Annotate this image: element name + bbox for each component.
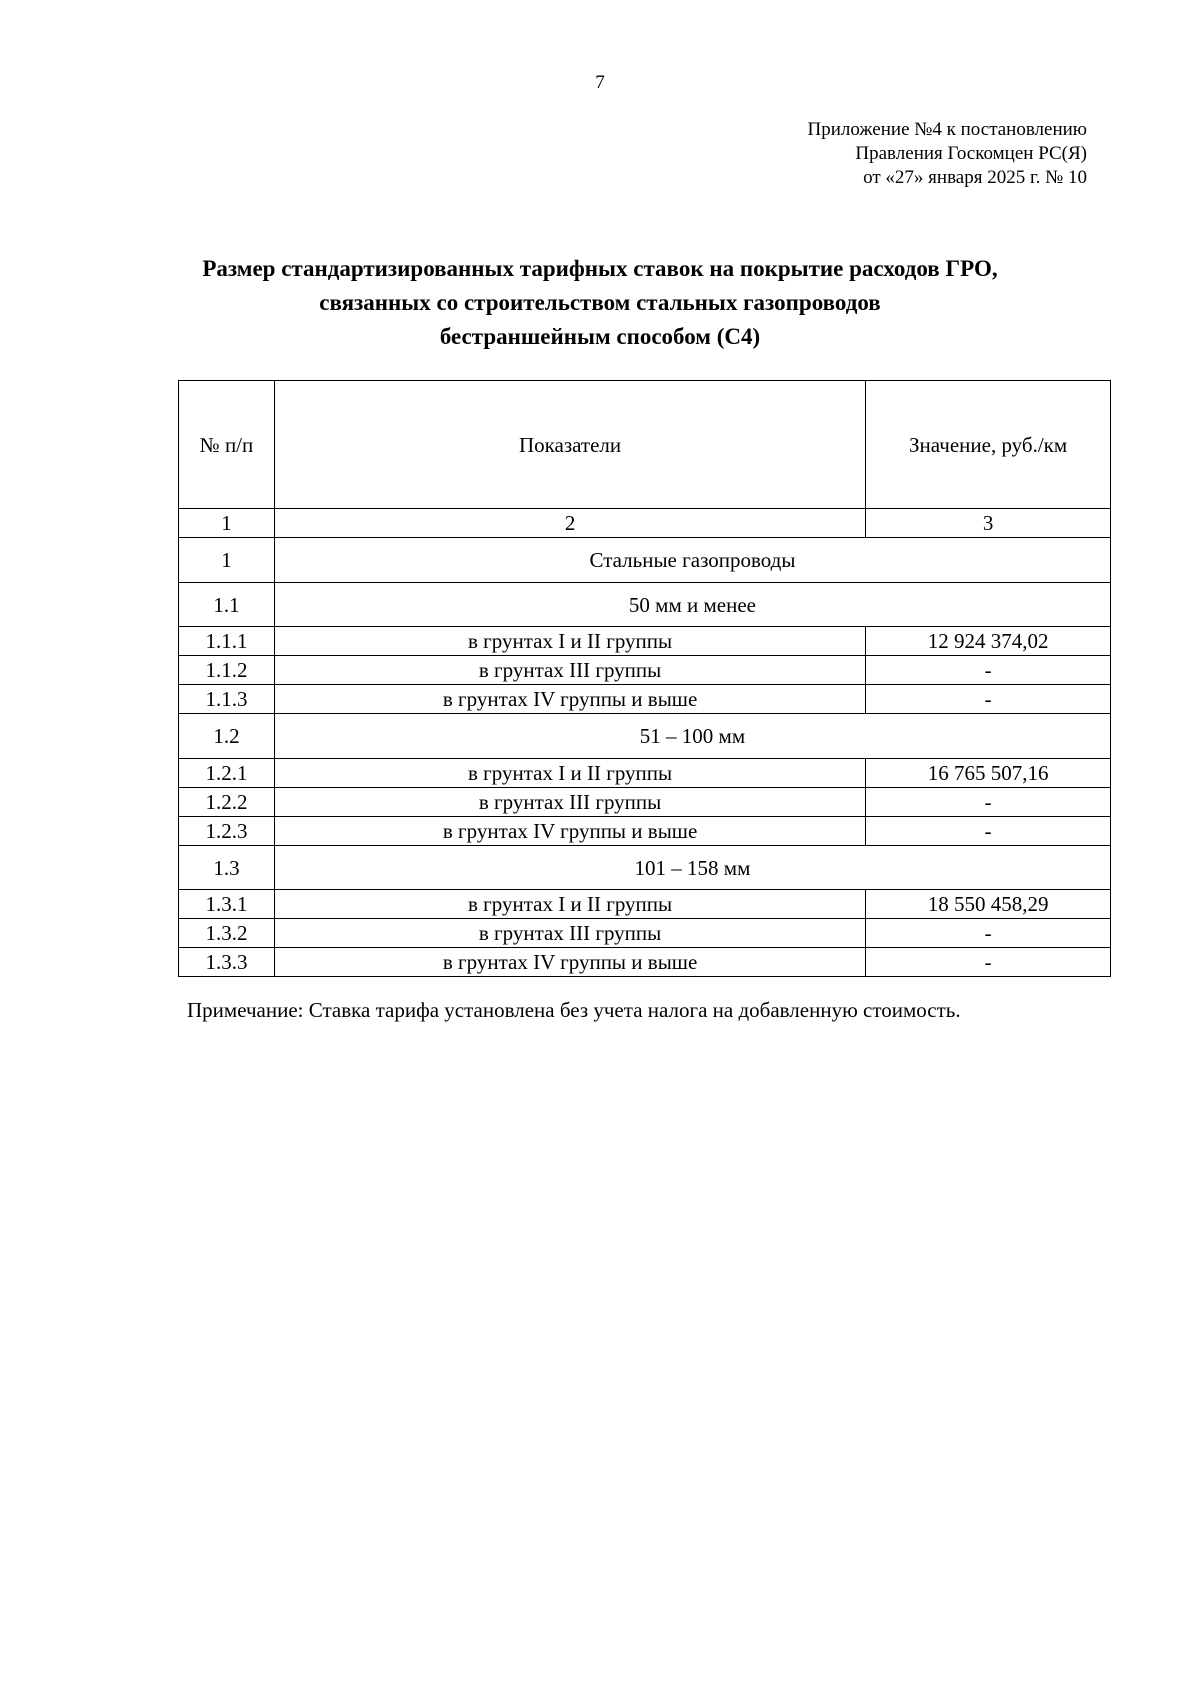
appendix-reference [808, 118, 1087, 190]
row-num: 1.2.2 [179, 788, 275, 817]
row-num: 1.1.2 [179, 656, 275, 685]
row-num: 1.2.3 [179, 817, 275, 846]
appendix-line: Приложение №4 к постановлению [807, 119, 1087, 140]
group-num: 1.2 [179, 714, 275, 759]
row-value: - [866, 817, 1111, 846]
row-name: в грунтах III группы [274, 656, 865, 685]
table-row [179, 890, 1111, 919]
group-name: 51 – 100 мм [274, 714, 1110, 759]
group-row [179, 583, 1111, 627]
row-value: 12 924 374,02 [866, 627, 1111, 656]
row-value: - [866, 919, 1111, 948]
row-num: 1.3.1 [179, 890, 275, 919]
table-row [179, 759, 1111, 788]
column-number: 2 [274, 509, 865, 538]
group-row [179, 846, 1111, 890]
row-value: - [866, 788, 1111, 817]
row-num: 1.2.1 [179, 759, 275, 788]
row-name: в грунтах IV группы и выше [274, 817, 865, 846]
group-name: 101 – 158 мм [274, 846, 1110, 890]
table-header-row [179, 381, 1111, 509]
row-name: в грунтах I и II группы [274, 627, 865, 656]
row-name: в грунтах III группы [274, 919, 865, 948]
table-row [179, 627, 1111, 656]
table-row [179, 656, 1111, 685]
column-number: 3 [866, 509, 1111, 538]
page-number: 7 [595, 72, 605, 93]
row-num: 1.3.3 [179, 948, 275, 977]
column-number-row [179, 509, 1111, 538]
row-name: в грунтах III группы [274, 788, 865, 817]
title-line: связанных со строительством стальных газопроводов [319, 290, 881, 315]
tariff-table [178, 380, 1111, 977]
table-row [179, 685, 1111, 714]
group-name: 50 мм и менее [274, 583, 1110, 627]
header-value: Значение, руб./км [866, 381, 1111, 509]
row-name: в грунтах I и II группы [274, 759, 865, 788]
table-row [179, 788, 1111, 817]
group-num: 1.3 [179, 846, 275, 890]
row-value: 18 550 458,29 [866, 890, 1111, 919]
row-name: в грунтах IV группы и выше [274, 685, 865, 714]
appendix-line: Правления Госкомцен РС(Я) [855, 143, 1087, 164]
row-num: 1.1.1 [179, 627, 275, 656]
row-value: - [866, 685, 1111, 714]
title-line: бестраншейным способом (С4) [439, 324, 761, 349]
group-num: 1.1 [179, 583, 275, 627]
row-num: 1.1.3 [179, 685, 275, 714]
group-row [179, 714, 1111, 759]
header-name: Показатели [274, 381, 865, 509]
row-num: 1.3.2 [179, 919, 275, 948]
document-title [0, 252, 1200, 354]
row-value: - [866, 656, 1111, 685]
title-line: Размер стандартизированных тарифных ставок на покрытие расходов ГРО, [202, 256, 998, 281]
table-note: Примечание: Ставка тарифа установлена без учета налога на добавленную стоимость. [187, 998, 961, 1022]
section-row [179, 538, 1111, 583]
header-num: № п/п [179, 381, 275, 509]
section-num: 1 [179, 538, 275, 583]
table-row [179, 948, 1111, 977]
row-name: в грунтах I и II группы [274, 890, 865, 919]
row-name: в грунтах IV группы и выше [274, 948, 865, 977]
section-name: Стальные газопроводы [274, 538, 1110, 583]
row-value: - [866, 948, 1111, 977]
row-value: 16 765 507,16 [866, 759, 1111, 788]
table-row [179, 817, 1111, 846]
table-row [179, 919, 1111, 948]
appendix-line: от «27» января 2025 г. № 10 [863, 167, 1087, 188]
column-number: 1 [179, 509, 275, 538]
